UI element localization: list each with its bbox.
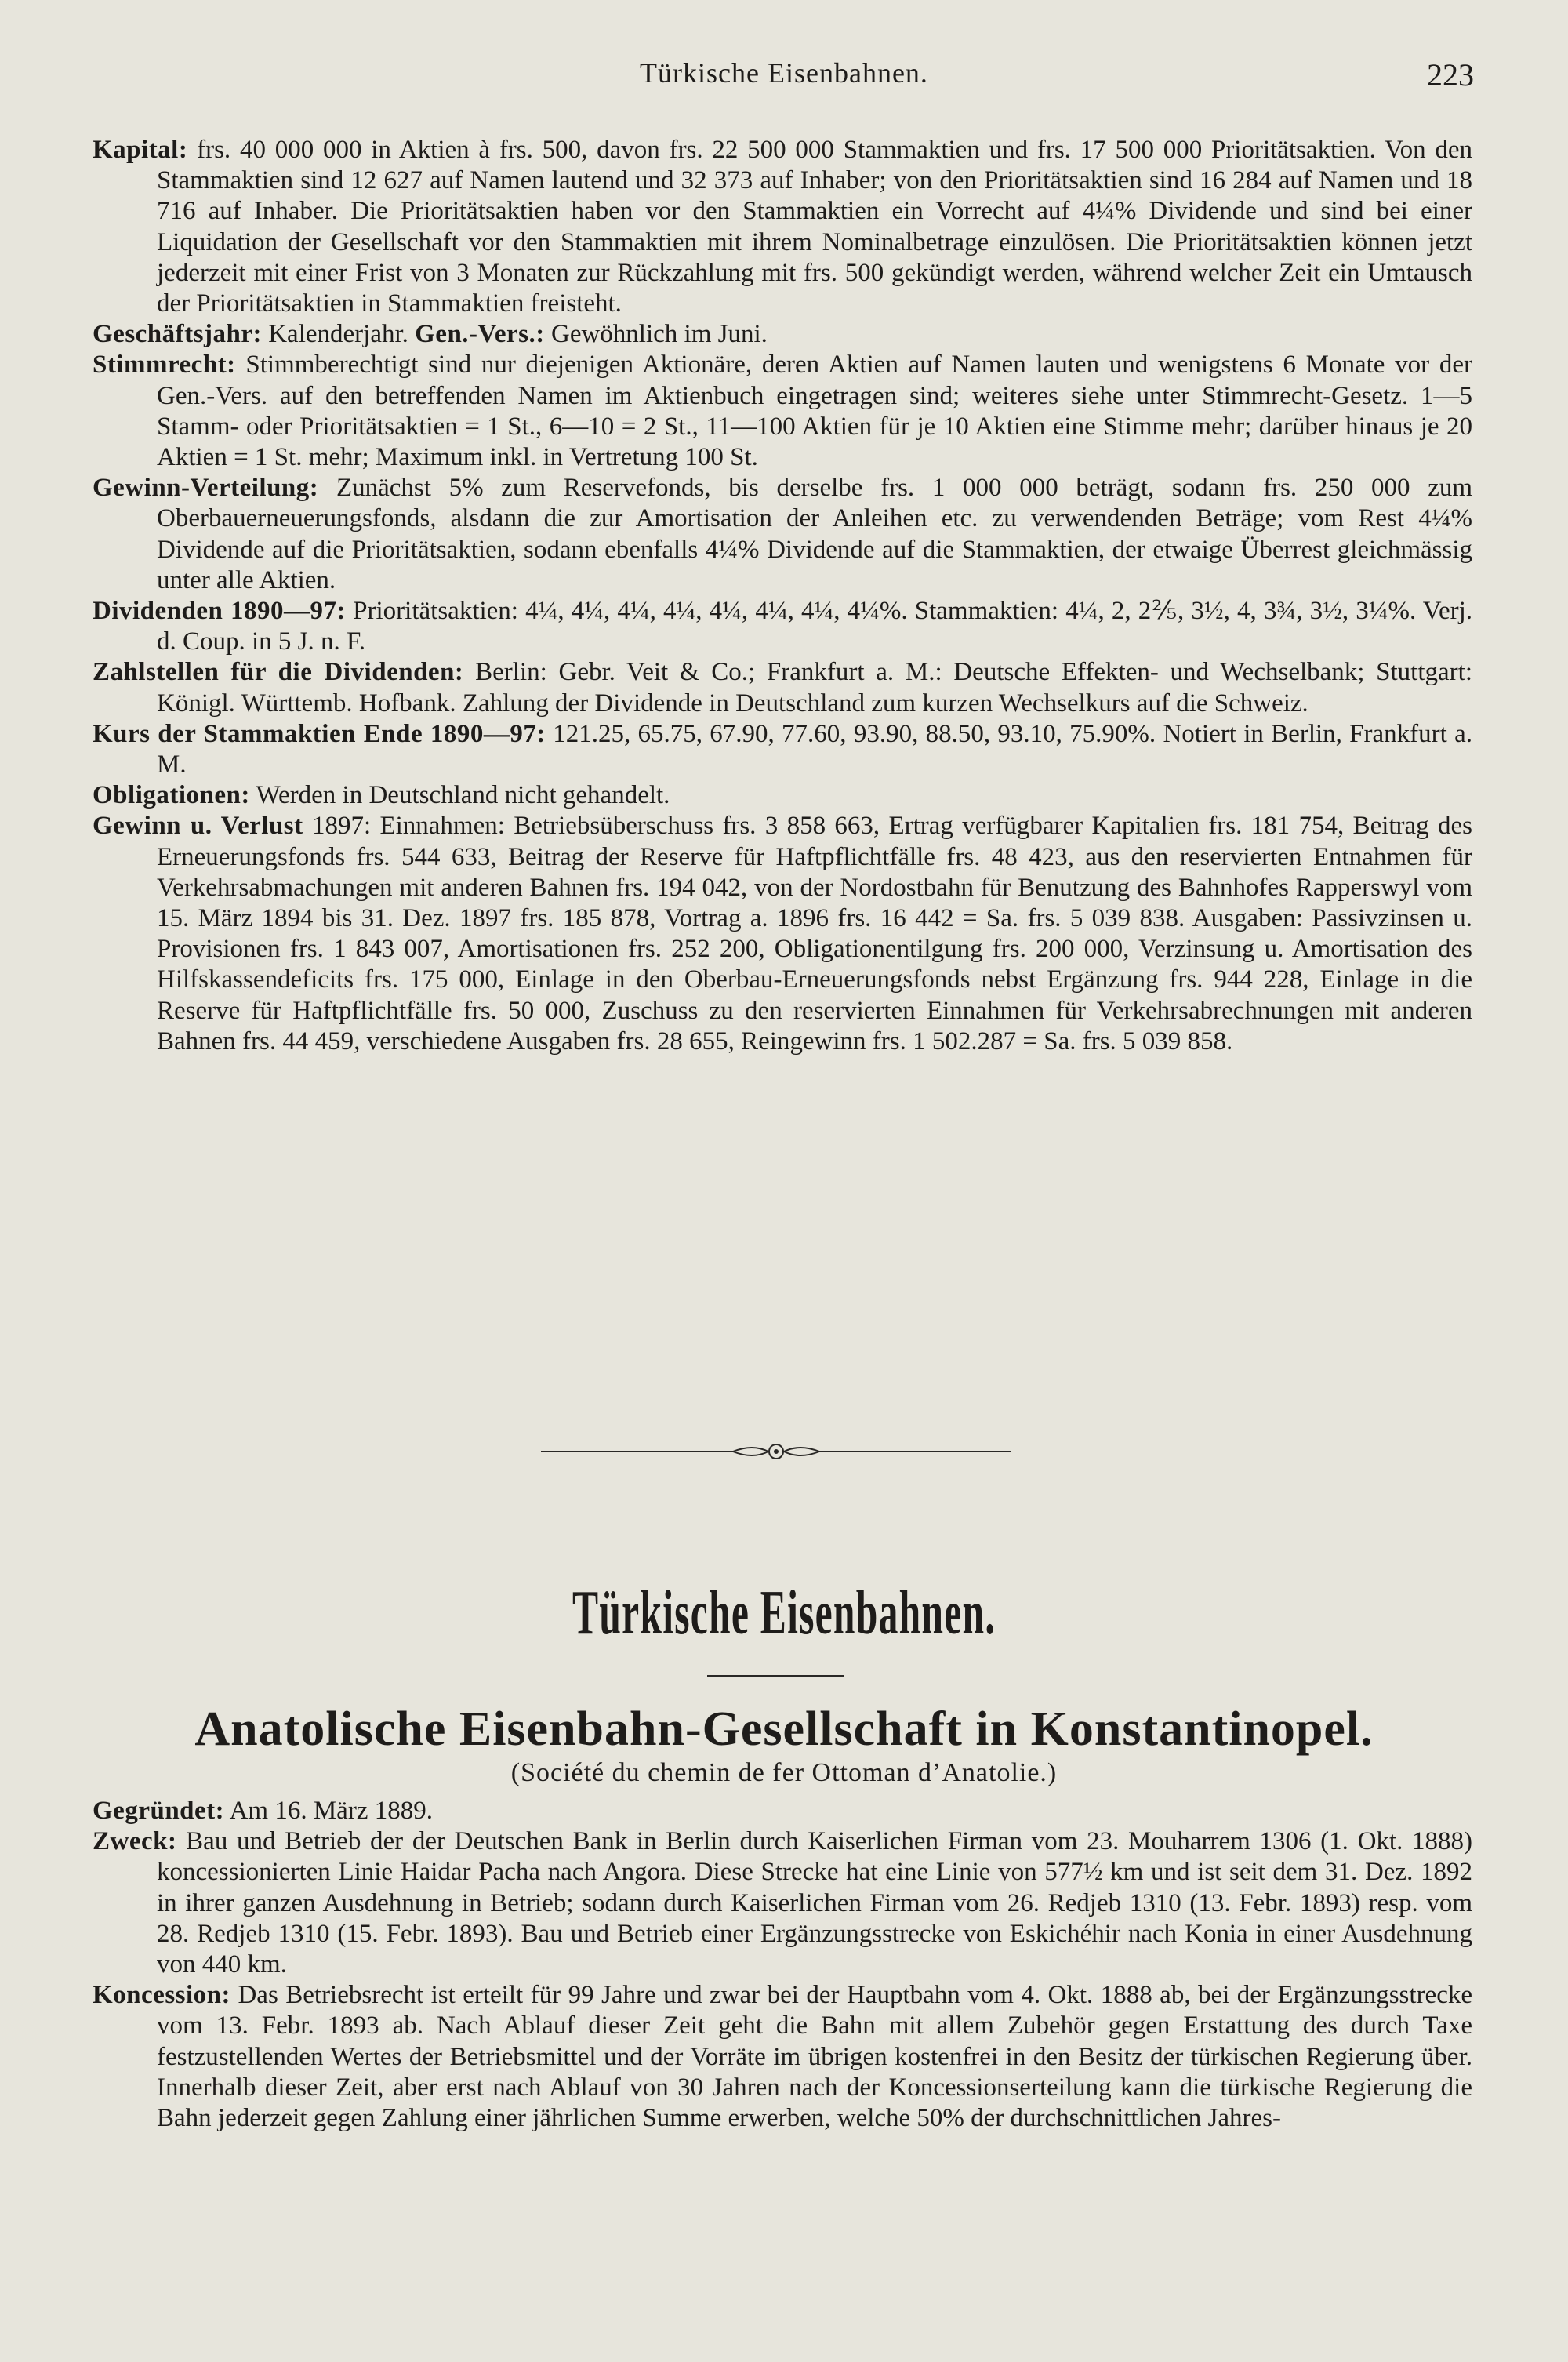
entry-label: Stimmrecht: (93, 351, 236, 380)
entry-label: Geschäftsjahr: (93, 320, 262, 349)
entry-label: Koncession: (93, 1981, 231, 2010)
entry-text: Gewöhnlich im Juni. (550, 320, 768, 349)
entry-gewinn-verlust (93, 811, 1472, 1057)
title-rule (707, 1675, 844, 1677)
company-subtitle: (Société du chemin de fer Ottoman d’Anatolie.) (510, 1758, 1058, 1787)
entry-text: Berlin: Gebr. Veit & Co.; Frankfurt a. M.: Deutsche Effekten- und Wechselbank; Stuttgart: Königl. Württemb. Hofbank. Zahlung der Dividende in Deutschland zum kurzen Wechselkurs auf die Schweiz. (157, 658, 1472, 718)
running-head (94, 56, 1474, 96)
turkish-company-section (93, 1796, 1472, 2134)
entry-label: Gegründet: (93, 1797, 225, 1825)
entry-label: Kurs der Stammaktien Ende 1890—97: (93, 719, 546, 748)
entry-text: Zunächst 5% zum Reservefonds, bis derselbe frs. 1 000 000 beträgt, sodann frs. 250 000 zum Oberbauerneuerungsfonds, alsdann die zur Amortisation der Anleihen etc. zu verwendenden Beträge; vom Rest 4¼% Dividende auf die Prioritätsaktien, sodann ebenfalls 4¼% Dividende auf die Stammaktien, der etwaige Überrest gleichmässig unter alle Aktien. (157, 474, 1473, 594)
entry-text: frs. 40 000 000 in Aktien à frs. 500, davon frs. 22 500 000 Stammaktien und frs. 17 500 000 Prioritätsaktien. Von den Stammaktien sind 12 627 auf Namen lautend und 32 373 auf Inhaber; von den Prioritätsaktien sind 16 284 auf Namen und 18 716 auf Inhaber. Die Prioritätsaktien haben vor den Stammaktien ein Vorrecht auf 4¼% Dividende und sind bei einer Liquidation der Gesellschaft vor den Stammaktien mit ihrem Nominalbetrage einzulösen. Die Prioritätsaktien können jetzt jederzeit mit einer Frist von 3 Monaten zur Rückzahlung mit frs. 500 gekündigt werden, während welcher Zeit ein Umtausch der Prioritätsaktien in Stammaktien freisteht. (157, 136, 1472, 318)
entry-text: Prioritätsaktien: 4¼, 4¼, 4¼, 4¼, 4¼, 4¼, 4¼, 4¼%. Stammaktien: 4¼, 2, 2⅖, 3½, 4, 3¾, 3½, 3¼%. Verj. d. Coup. in 5 J. n. F. (157, 597, 1472, 656)
page-number: 223 (1427, 57, 1474, 93)
entry-gewinn-verteilung (93, 473, 1472, 596)
entry-gegruendet (93, 1796, 1472, 1826)
entry-kurs (93, 719, 1472, 780)
entry-text: Das Betriebsrecht ist erteilt für 99 Jahre und zwar bei der Hauptbahn vom 4. Okt. 1888 ab, bei der Ergänzungsstrecke vom 13. Febr. 1893 ab. Nach Ablauf dieser Zeit geht die Bahn mit allem Zubehör gegen Erstattung des durch Taxe festzustellenden Wertes der Betriebsmittel und der Vorräte im übrigen kostenfrei in den Besitz der türkischen Regierung über. Innerhalb dieser Zeit, aber erst nach Ablauf von 30 Jahren nach der Koncessionserteilung kann die türkische Regierung die Bahn jederzeit gegen Zahlung einer jährlichen Summe erwerben, welche 50% der durchschnittlichen Jahres- (157, 1981, 1472, 2133)
entry-label: Gewinn u. Verlust (93, 812, 303, 841)
entry-text: Werden in Deutschland nicht gehandelt. (256, 781, 670, 810)
entry-text: 121.25, 65.75, 67.90, 77.60, 93.90, 88.50, 93.10, 75.90%. Notiert in Berlin, Frankfurt a. M. (157, 719, 1473, 779)
entry-stimmrecht (93, 350, 1472, 473)
entry-geschaeftsjahr (93, 319, 1472, 350)
entry-dividenden (93, 596, 1472, 657)
entry-text: 1897: Einnahmen: Betriebsüberschuss frs. 3 858 663, Ertrag verfügbarer Kapitalien frs. 181 754, Beitrag des Erneuerungsfonds frs. 544 633, Beitrag der Reserve für Haftpflichtfälle frs. 48 423, aus den reservierten Entnahmen für Verkehrsabmachungen mit anderen Bahnen frs. 194 042, von der Nordostbahn für Benutzung des Bahnhofes Rapperswyl vom 15. März 1894 bis 31. Dez. 1897 frs. 185 878, Vortrag a. 1896 frs. 16 442 = Sa. frs. 5 039 838. Ausgaben: Passivzinsen u. Provisionen frs. 1 843 007, Amortisationen frs. 252 200, Obligationentilgung frs. 200 000, Verzinsung u. Amortisation des Hilfskassendeficits frs. 175 000, Einlage in den Oberbau-Erneuerungsfonds nebst Ergänzung frs. 944 228, Einlage in die Reserve für Haftpflichtfälle frs. 50 000, Zuschuss zu den reservierten Einnahmen für Verkehrsabrechnungen mit anderen Bahnen frs. 44 459, verschiedene Ausgaben frs. 28 655, Reingewinn frs. 1 502.287 = Sa. frs. 5 039 858. (157, 812, 1473, 1056)
entry-label: Zahlstellen für die Dividenden: (93, 658, 464, 687)
entry-kapital (93, 135, 1472, 319)
entry-text: Kalenderjahr. (268, 320, 408, 349)
ornament-divider (541, 1437, 1011, 1466)
entry-label: Dividenden 1890—97: (93, 597, 347, 626)
entry-label: Kapital: (93, 136, 188, 164)
entry-label: Zweck: (93, 1827, 177, 1856)
entry-zweck (93, 1826, 1472, 1980)
entry-zahlstellen (93, 657, 1472, 718)
entry-text: Bau und Betrieb der der Deutschen Bank in Berlin durch Kaiserlichen Firman vom 23. Mouharrem 1306 (1. Okt. 1888) koncessionierten Linie Haidar Pacha nach Angora. Diese Strecke hat eine Linie von 577½ km und ist seit dem 31. Dez. 1892 in ihrer ganzen Ausdehnung in Betrieb; sodann durch Kaiserlichen Firman vom 26. Redjeb 1310 (13. Febr. 1893) resp. vom 28. Redjeb 1310 (15. Febr. 1893). Bau und Betrieb einer Ergänzungsstrecke von Eskichéhir nach Konia in einer Ausdehnung von 440 km. (157, 1827, 1472, 1979)
entry-koncession (93, 1980, 1472, 2134)
entry-text: Stimmberechtigt sind nur diejenigen Aktionäre, deren Aktien auf Namen lauten und wenigstens 6 Monate vor der Gen.-Vers. auf den betreffenden Namen im Aktienbuch eingetragen sind; weiteres siehe unter Stimmrecht-Gesetz. 1—5 Stamm- oder Prioritätsaktien = 1 St., 6—10 = 2 St., 11—100 Aktien für je 10 Aktien eine Stimme mehr; darüber hinaus je 20 Aktien = 1 St. mehr; Maximum inkl. in Vertretung 100 St. (157, 351, 1472, 472)
section-title: Türkische Eisenbahnen. (572, 1579, 996, 1648)
entry-label: Gewinn-Verteilung: (93, 474, 319, 503)
entry-obligationen (93, 780, 1472, 811)
entry-label: Gen.-Vers.: (415, 320, 545, 349)
entry-text: Am 16. März 1889. (229, 1797, 433, 1825)
entry-label: Obligationen: (93, 781, 250, 810)
running-title: Türkische Eisenbahnen. (640, 57, 928, 89)
swiss-company-section (93, 135, 1472, 1057)
company-title: Anatolische Eisenbahn-Gesellschaft in Konstantinopel. (194, 1702, 1374, 1756)
